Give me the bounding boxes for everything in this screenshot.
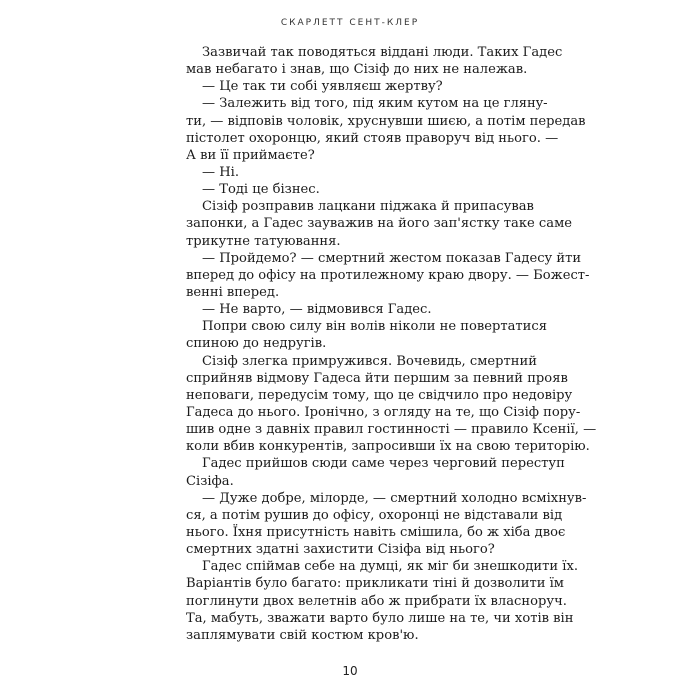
text-line: Гадес спіймав себе на думці, як міг би знешкодити їх. bbox=[202, 559, 579, 575]
text-line: — Це так ти собі уявляєш жертву? bbox=[202, 79, 443, 95]
text-line: — Ні. bbox=[202, 164, 240, 180]
text-line: А ви її приймаєте? bbox=[186, 147, 315, 163]
text-line: запонки, а Гадес зауважив на його зап'ястку таке саме bbox=[186, 216, 572, 232]
text-line: Сізіфа. bbox=[186, 473, 234, 489]
text-line: мав небагато і знав, що Сізіф до них не належав. bbox=[186, 62, 528, 78]
text-line: венні вперед. bbox=[186, 284, 280, 300]
body-text bbox=[186, 44, 597, 644]
text-line: вперед до офісу на протилежному краю двору. — Божест- bbox=[186, 267, 590, 283]
text-line: ти, — відповів чоловік, хруснувши шиєю, а потім передав bbox=[186, 113, 586, 129]
text-line: Та, мабуть, зважати варто було лише на те, чи хотів він bbox=[186, 610, 574, 626]
page-number: 10 bbox=[342, 664, 358, 678]
text-line: Гадес прийшов сюди саме через черговий переступ bbox=[202, 456, 565, 472]
text-line: шив одне з давніх правил гостинності — правило Ксенії, — bbox=[186, 422, 597, 438]
text-line: Гадеса до нього. Іронічно, з огляду на те, що Сізіф пору- bbox=[186, 404, 581, 420]
text-line: смертних здатні захистити Сізіфа від нього? bbox=[186, 542, 495, 558]
text-line: Сізіф злегка примружився. Вочевидь, смертний bbox=[202, 353, 537, 369]
text-line: поглинути двох велетнів або ж прибрати їх власноруч. bbox=[186, 593, 567, 609]
text-line: Варіантів було багато: прикликати тіні й дозволити їм bbox=[186, 576, 564, 592]
text-line: коли вбив конкурентів, запросивши їх на свою територію. bbox=[186, 439, 590, 455]
text-line: — Залежить від того, під яким кутом на це глянy- bbox=[202, 96, 548, 112]
running-head: СКАРЛЕТТ СЕНТ-КЛЕР bbox=[280, 18, 420, 28]
text-line: нього. Їхня присутність навіть смішила, бо ж хіба двоє bbox=[186, 524, 566, 540]
text-line: спиною до недругів. bbox=[186, 336, 327, 352]
text-line: трикутне татуювання. bbox=[186, 233, 341, 249]
text-line: ся, а потім рушив до офісу, охоронці не відставали від bbox=[186, 507, 563, 523]
text-line: — Пройдемо? — смертний жестом показав Гадесу йти bbox=[202, 250, 582, 266]
text-line: — Дуже добре, мілорде, — смертний холодно всміхнув- bbox=[202, 490, 587, 506]
text-line: пістолет охоронцю, який стояв праворуч від нього. — bbox=[186, 130, 559, 146]
text-line: — Не варто, — відмовився Гадес. bbox=[202, 302, 432, 318]
text-line: Попри свою силу він волів ніколи не повертатися bbox=[202, 319, 547, 335]
text-line: Сізіф розправив лацкани піджака й припасував bbox=[202, 199, 534, 215]
text-line: неповаги, передусім тому, що це свідчило про недовіру bbox=[186, 387, 573, 403]
text-line: — Тоді це бізнес. bbox=[202, 182, 320, 198]
text-line: заплямувати свій костюм кров'ю. bbox=[186, 627, 419, 643]
text-line: сприйняв відмову Гадеса йти першим за певний прояв bbox=[186, 370, 568, 386]
text-line: Зазвичай так поводяться віддані люди. Таких Гадес bbox=[202, 45, 563, 60]
